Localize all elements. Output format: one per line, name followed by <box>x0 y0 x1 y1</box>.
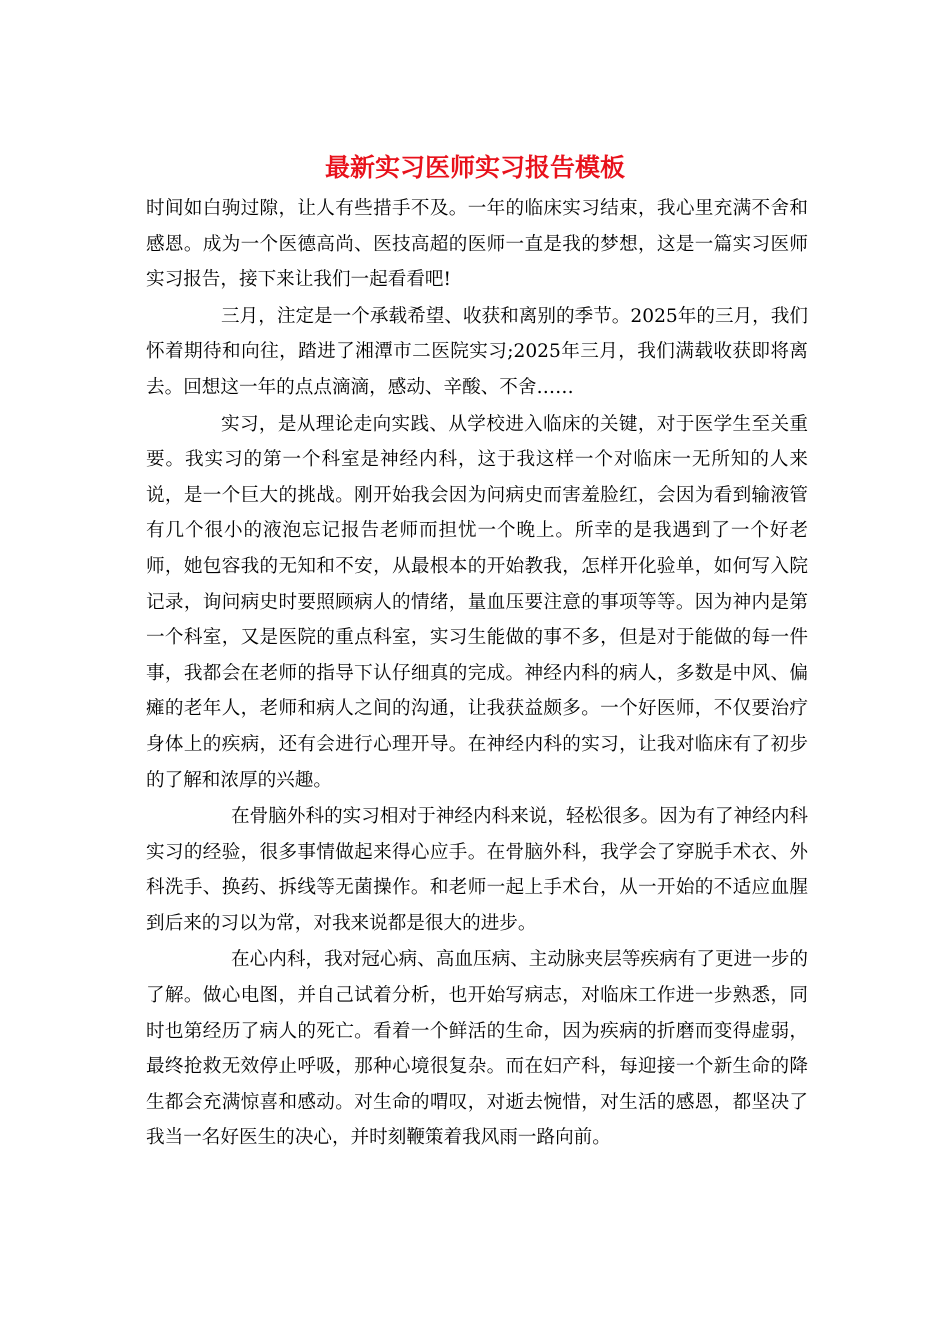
paragraph-neurology: 实习，是从理论走向实践、从学校进入临床的关键，对于医学生至关重要。我实习的第一个科室是神经内科，这于我这样一个对临床一无所知的人来说，是一个巨大的挑战。刚开始我会因为问病史而害羞脸红，会因为看到输液管有几个很小的液泡忘记报告老师而担忧一个晚上。所幸的是我遇到了一个好老师，她包容我的无知和不安，从最根本的开始教我，怎样开化验单，如何写入院记录，询问病史时要照顾病人的情绪，量血压要注意的事项等等。因为神内是第一个科室，又是医院的重点科室，实习生能做的事不多，但是对于能做的每一件事，我都会在老师的指导下认仔细真的完成。神经内科的病人，多数是中风、偏瘫的老年人，老师和病人之间的沟通，让我获益颇多。一个好医师，不仅要治疗身体上的疾病，还有会进行心理开导。在神经内科的实习，让我对临床有了初步的了解和浓厚的兴趣。 <box>146 413 808 791</box>
paragraph-neurosurgery: 在骨脑外科的实习相对于神经内科来说，轻松很多。因为有了神经内科实习的经验，很多事情做起来得心应手。在骨脑外科，我学会了穿脱手术衣、外科洗手、换药、拆线等无菌操作。和老师一起上手术台，从一开始的不适应血腥到后来的习以为常，对我来说都是很大的进步。 <box>146 806 808 934</box>
document-body <box>146 191 808 1157</box>
paragraph-cardiology: 在心内科，我对冠心病、高血压病、主动脉夹层等疾病有了更进一步的了解。做心电图，并自己试着分析，也开始写病志，对临床工作进一步熟悉，同时也第经历了病人的死亡。看着一个鲜活的生命，因为疾病的折磨而变得虚弱，最终抢救无效停止呼吸，那种心境很复杂。而在妇产科，每迎接一个新生命的降生都会充满惊喜和感动。对生命的喟叹，对逝去惋惜，对生活的感恩，都坚决了我当一名好医生的决心，并时刻鞭策着我风雨一路向前。 <box>146 949 808 1149</box>
document-title: 最新实习医师实习报告模板 <box>324 153 625 182</box>
paragraph-intro: 时间如白驹过隙，让人有些措手不及。一年的临床实习结束，我心里充满不舍和感恩。成为一个医德高尚、医技高超的医师一直是我的梦想，这是一篇实习医师实习报告，接下来让我们一起看看吧! <box>146 198 808 291</box>
paragraph-march: 三月，注定是一个承载希望、收获和离别的季节。2025年的三月，我们怀着期待和向往，踏进了湘潭市二医院实习;2025年三月，我们满载收获即将离去。回想这一年的点点滴滴，感动、辛酸、不舍…… <box>146 305 808 398</box>
